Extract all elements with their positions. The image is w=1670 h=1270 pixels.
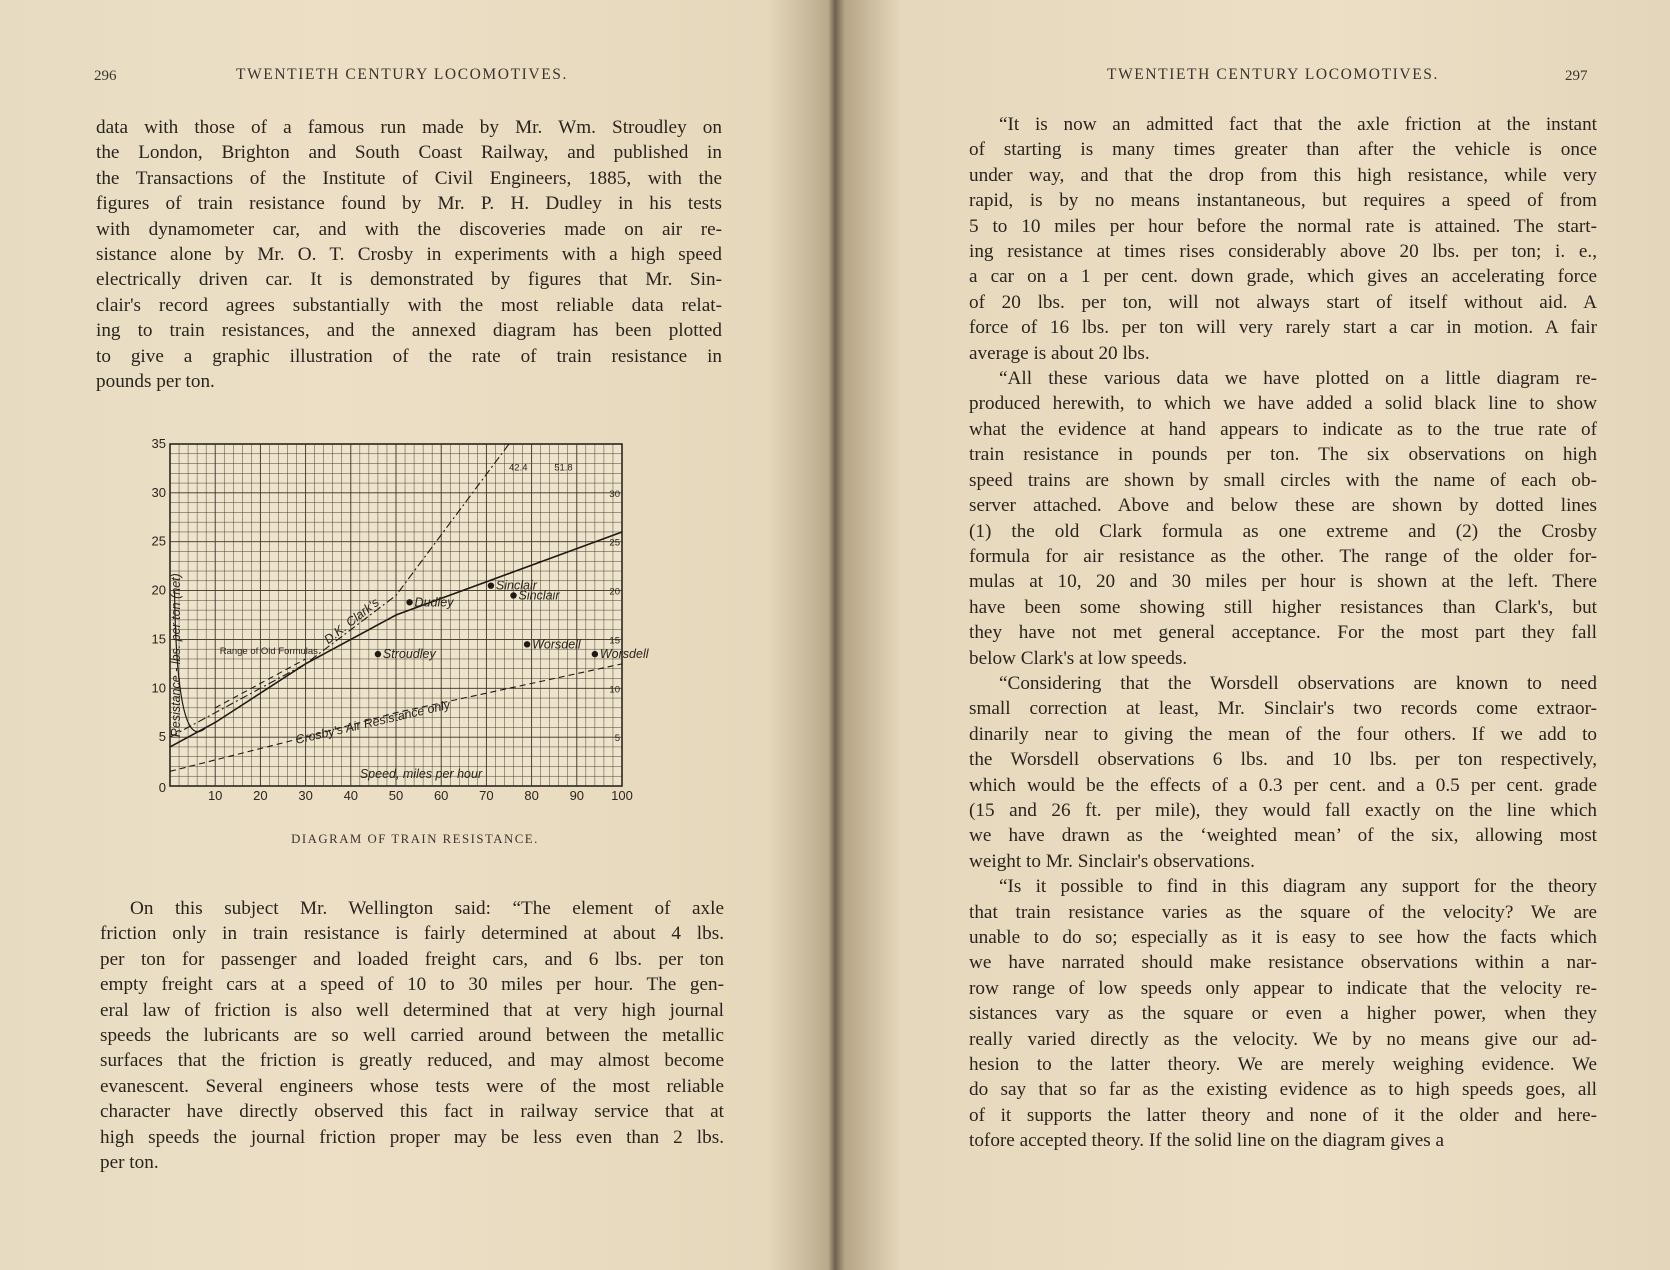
text-line: the Worsdell observations 6 lbs. and 10 lbs. per ton respectively, [969, 749, 1597, 771]
text-line: 5 to 10 miles per hour before the normal rate is attained. The start- [969, 215, 1597, 237]
text-line: the London, Brighton and South Coast Railway, and published in [96, 142, 722, 164]
observation-point [406, 599, 412, 605]
y-tick-label-left: 5 [158, 729, 166, 745]
text-line: below Clark's at low speeds. [969, 647, 1188, 669]
text-line: server attached. Above and below these are shown by dotted lines [969, 495, 1597, 517]
body-text [969, 112, 1597, 1154]
train-resistance-chart [150, 432, 670, 812]
top-label: 51.8 [554, 462, 573, 474]
text-line: the Transactions of the Institute of Civil Engineers, 1885, with the [96, 167, 722, 189]
text-line: row range of low speeds only appear to indicate that the velocity re- [969, 977, 1597, 999]
text-line: unable to do so; especially as it is easy to see how the facts which [969, 927, 1597, 948]
text-line: “All these various data we have plotted on a little diagram re- [999, 368, 1597, 390]
text-line: that train resistance varies as the square of the velocity? We are [969, 901, 1597, 923]
y-tick-label-left: 35 [151, 436, 166, 451]
text-line: ing resistance at times rises considerably above 20 lbs. per ton; i. e., [969, 241, 1597, 263]
x-tick-label: 60 [433, 788, 449, 803]
y-tick-label-left: 15 [151, 631, 166, 647]
text-line: we have narrated should make resistance observations within a nar- [969, 952, 1597, 974]
x-tick-label: 40 [343, 788, 359, 803]
text-line: force of 16 lbs. per ton will very rarely start a car in motion. A fair [969, 317, 1597, 339]
observation-point [510, 592, 516, 598]
text-line: surfaces that the friction is greatly reduced, and may almost become [100, 1050, 724, 1072]
text-line: eral law of friction is also well determined that at very high journal [100, 999, 724, 1021]
text-line: a car on a 1 per cent. down grade, which gives an accelerating force [969, 266, 1597, 288]
x-tick-label: 80 [524, 788, 539, 803]
observation-label: Sinclair [518, 588, 560, 603]
x-tick-label: 70 [479, 788, 494, 803]
text-line: per ton. [100, 1152, 159, 1174]
text-line: mulas at 10, 20 and 30 miles per hour is shown at the left. There [969, 571, 1597, 593]
observation-label: Stroudley [382, 647, 436, 662]
text-line: friction only in train resistance is fairly determined at about 4 lbs. [100, 923, 724, 945]
text-line: data with those of a famous run made by Mr. Wm. Stroudley on [96, 117, 722, 138]
paragraph [969, 366, 1597, 671]
text-line: really varied directly as the velocity. We by no means give our ad- [969, 1028, 1597, 1050]
x-tick-label: 30 [298, 788, 313, 803]
text-line: “Considering that the Worsdell observations are known to need [999, 672, 1597, 694]
text-line: of it supports the latter theory and none of it the older and here- [969, 1104, 1597, 1126]
text-line: train resistance in pounds per ton. The six observations on high [969, 444, 1597, 466]
text-line: sistance alone by Mr. O. T. Crosby in experiments with a high speed [96, 244, 722, 266]
text-line: we have drawn as the ‘weighted mean’ of the six, allowing most [969, 825, 1597, 847]
y-tick-label-right: 20 [609, 586, 620, 598]
y-tick-label-left: 20 [151, 582, 166, 598]
text-line: (15 and 26 ft. per mile), they would fall exactly on the line which [969, 799, 1597, 821]
observation-point [592, 651, 598, 657]
y-tick-label-right: 25 [609, 537, 620, 549]
text-line: On this subject Mr. Wellington said: “The element of axle [130, 898, 724, 919]
observation-point [375, 651, 381, 657]
text-line: “Is it possible to find in this diagram any support for the theory [999, 876, 1597, 898]
text-line: evanescent. Several engineers whose tests were of the most reliable [100, 1075, 724, 1097]
text-line: they have not met general acceptance. For the most part they fall [969, 622, 1597, 644]
text-line: ing to train resistances, and the annexed diagram has been plotted [96, 320, 722, 342]
clark-label: D.K. Clark's [321, 595, 382, 647]
y-axis-label: Resistance - lbs. per ton (net) [168, 573, 183, 738]
paragraph [969, 671, 1597, 874]
figure-caption: DIAGRAM OF TRAIN RESISTANCE. [291, 832, 539, 846]
text-line: with dynamometer car, and with the discoveries made on air re- [96, 218, 722, 240]
observation-point [488, 582, 494, 588]
text-line: produced herewith, to which we have added a solid black line to show [969, 393, 1597, 415]
x-tick-label: 50 [388, 788, 404, 803]
y-tick-label-right: 30 [609, 488, 620, 500]
range-label: Range of Old Formulas [219, 646, 318, 658]
x-tick-label: 100 [611, 788, 633, 803]
text-line: small correction at least, Mr. Sinclair's two records come extraor- [969, 698, 1597, 720]
paragraph [969, 112, 1597, 366]
text-line: to give a graphic illustration of the rate of train resistance in [96, 345, 722, 367]
x-tick-label: 90 [569, 788, 585, 803]
text-line: dinarily near to giving the mean of the four others. If we add to [969, 723, 1597, 745]
text-line: what the evidence at hand appears to indicate as to the true rate of [969, 418, 1597, 440]
running-head: TWENTIETH CENTURY LOCOMOTIVES. [1107, 66, 1439, 83]
text-line: weight to Mr. Sinclair's observations. [969, 850, 1255, 872]
y-tick-label-left: 25 [151, 533, 166, 549]
text-line: (1) the old Clark formula as one extreme and (2) the Crosby [969, 520, 1597, 542]
text-line: hesion to the latter theory. We are merely weighing evidence. We [969, 1054, 1597, 1076]
text-line: electrically driven car. It is demonstrated by figures that Mr. Sin- [96, 269, 722, 291]
body-text-bottom [100, 896, 724, 1175]
text-line: sistances vary as the square or even a higher power, when they [969, 1003, 1597, 1025]
observation-label: Worsdell [599, 647, 649, 662]
text-line: per ton for passenger and loaded freight cars, and 6 lbs. per ton [100, 948, 724, 970]
y-tick-label-left: 10 [151, 680, 166, 696]
x-tick-label: 10 [207, 788, 223, 803]
x-tick-label: 20 [253, 788, 268, 803]
text-line: rapid, is by no means instantaneous, but requires a speed of from [969, 190, 1597, 212]
text-line: average is about 20 lbs. [969, 342, 1150, 364]
text-line: have been some showing still higher resistances than Clark's, but [969, 596, 1597, 618]
text-line: speed trains are shown by small circles with the name of each ob- [969, 469, 1597, 491]
text-line: which would be the effects of a 0.3 per cent. and a 0.5 per cent. grade [969, 774, 1597, 796]
text-line: under way, and that the drop from this high resistance, while very [969, 164, 1597, 186]
page-number: 297 [1565, 68, 1588, 84]
text-line: “It is now an admitted fact that the axle friction at the instant [999, 114, 1597, 135]
y-tick-label-right: 5 [614, 733, 620, 745]
text-line: high speeds the journal friction proper may be less even than 2 lbs. [100, 1126, 724, 1148]
text-line: pounds per ton. [96, 371, 215, 393]
text-line: figures of train resistance found by Mr. P. H. Dudley in his tests [96, 193, 722, 215]
text-line: do say that so far as the existing evidence as to high speeds goes, all [969, 1079, 1597, 1101]
text-line: clair's record agrees substantially with the most reliable data relat- [96, 294, 722, 316]
y-tick-label-right: 10 [609, 684, 620, 696]
text-line: of 20 lbs. per ton, will not always start of itself without aid. A [969, 291, 1597, 313]
body-text-top [96, 115, 722, 394]
observation-label: Dudley [414, 595, 454, 610]
text-line: of starting is many times greater than after the vehicle is once [969, 139, 1597, 161]
observation-label: Worsdell [532, 637, 581, 652]
crosby-label: Crosby's Air Resistance only [294, 697, 452, 747]
observation-label: Sinclair [495, 578, 537, 593]
text-line: tofore accepted theory. If the solid line on the diagram gives a [969, 1130, 1445, 1152]
running-head: TWENTIETH CENTURY LOCOMOTIVES. [236, 66, 568, 83]
right-page [835, 0, 1670, 1270]
origin-tick-label: 0 [158, 780, 166, 795]
text-line: character have directly observed this fact in railway service that at [100, 1101, 724, 1123]
y-tick-label-left: 30 [151, 484, 166, 500]
text-line: speeds the lubricants are so well carried around between the metallic [100, 1025, 724, 1047]
top-label: 42.4 [509, 462, 528, 474]
y-tick-label-right: 15 [609, 635, 620, 647]
text-line: empty freight cars at a speed of 10 to 30 miles per hour. The gen- [100, 974, 724, 996]
page-number: 296 [94, 68, 117, 84]
text-line: formula for air resistance as the other. The range of the older for- [969, 545, 1597, 567]
paragraph [969, 874, 1597, 1153]
observation-point [524, 641, 530, 647]
x-axis-label: Speed, miles per hour [359, 767, 483, 782]
